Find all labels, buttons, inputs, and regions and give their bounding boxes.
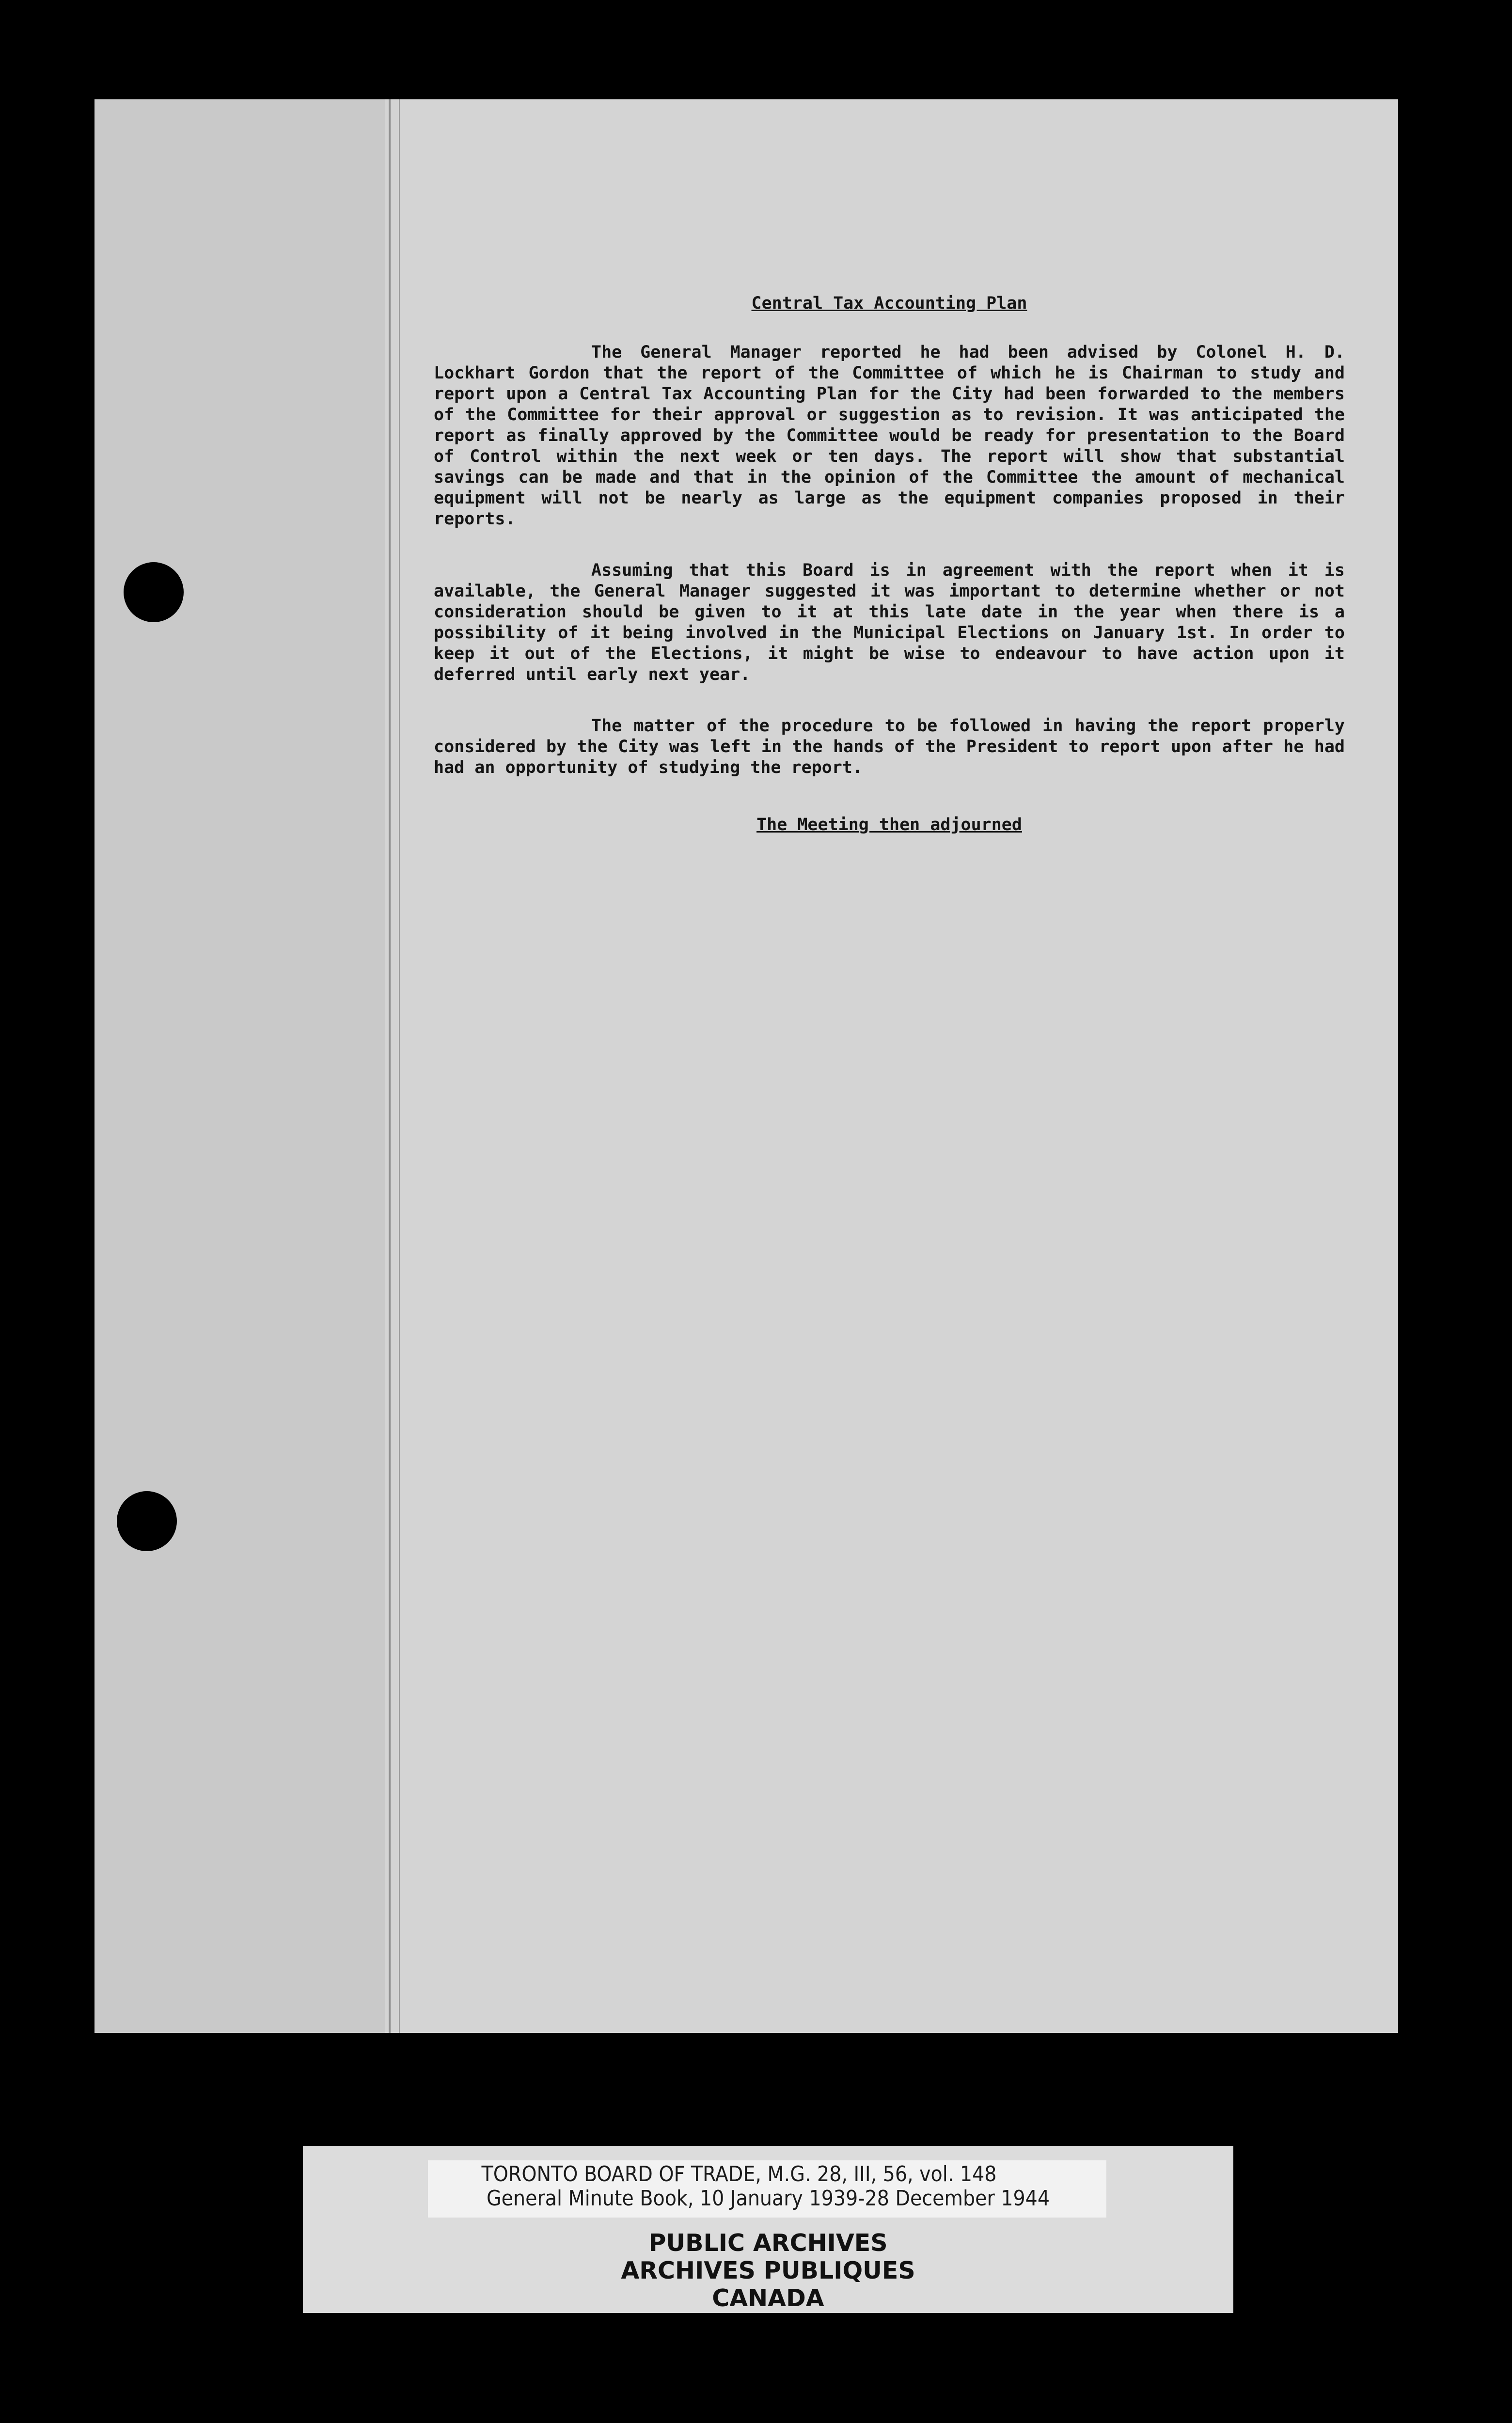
archive-reference-line: TORONTO BOARD OF TRADE, M.G. 28, III, 56, vol. 148 (481, 2162, 997, 2187)
margin-rule-secondary (399, 99, 400, 2033)
document-title: Central Tax Accounting Plan (751, 294, 1027, 313)
archive-caption-country: CANADA (712, 2284, 824, 2312)
paragraph-3: The matter of the procedure to be followed in having the report properly considered by the City was left in the hands of the President to report upon after he had had an opportunity of studying the report. (434, 716, 1345, 777)
margin-rule (389, 99, 391, 2033)
paragraph-1: The General Manager reported he had been advised by Colonel H. D. Lockhart Gordon that the report of the Committee of which he is Chairman to study and report upon a Central Tax Accounting Plan for the City had been forwarded to the members of the Committee for their approval or suggestion as to revision. It was anticipated the report as finally approved by the Committee would be ready for presentation to the Board of Control within the next week or ten days. The report will show that substantial savings can be made and that in the opinion of the Committee the amount of mechanical equipment will not be nearly as large as the equipment companies proposed in their reports. (434, 343, 1345, 529)
archive-caption-english: PUBLIC ARCHIVES (648, 2229, 888, 2257)
closing-line: The Meeting then adjourned (756, 815, 1022, 834)
punch-hole-top (124, 562, 184, 622)
archive-description-line: General Minute Book, 10 January 1939-28 December 1944 (486, 2186, 1050, 2211)
paragraph-2: Assuming that this Board is in agreement with the report when it is available, the General Manager suggested it was important to determine whether or not consideration should be given to it at this late date in the year when there is a possibility of it being involved in the Municipal Elections on January 1st. In order to keep it out of the Elections, it might be wise to endeavour to have action upon it deferred until early next year. (434, 561, 1345, 684)
document-page (94, 99, 1398, 2033)
archive-caption-french: ARCHIVES PUBLIQUES (621, 2257, 915, 2284)
punch-hole-bottom (117, 1491, 177, 1551)
page-margin-strip (94, 99, 385, 2033)
archive-label (303, 2146, 1233, 2313)
document-body (434, 293, 1345, 835)
